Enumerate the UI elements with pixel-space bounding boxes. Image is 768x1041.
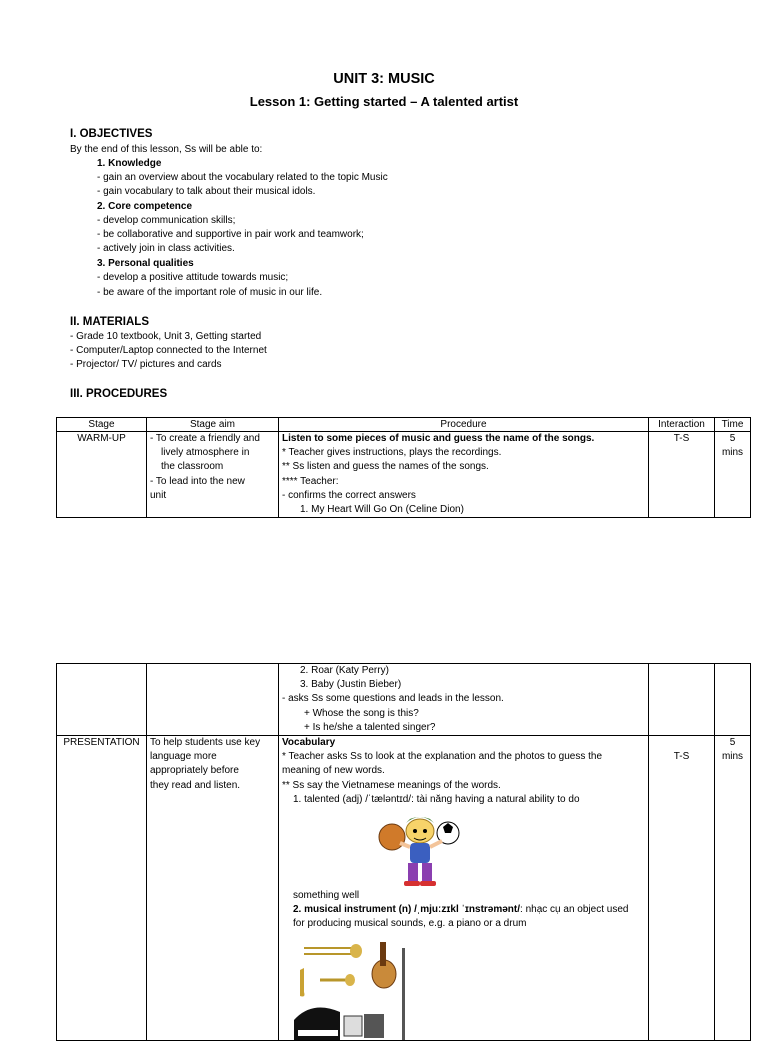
aim-line: - To lead into the new xyxy=(150,475,245,487)
core-item: - develop communication skills; xyxy=(97,215,236,226)
procedure-line: * Teacher asks Ss to look at the explanation and the photos to guess the xyxy=(282,751,603,763)
time-cell xyxy=(715,432,751,518)
song-item: 2. Roar (Katy Perry) xyxy=(300,665,389,676)
question-line: + Is he/she a talented singer? xyxy=(304,721,436,733)
question-line: + Whose the song is this? xyxy=(304,707,419,719)
vocab-word-2-definition: for producing musical sounds, e.g. a piano or a drum xyxy=(293,918,527,930)
aim-line: - To create a friendly and xyxy=(150,433,260,444)
procedure-line: - asks Ss some questions and leads in the lesson. xyxy=(282,693,504,705)
aim-line: appropriately before xyxy=(150,765,239,777)
aim-line: they read and listen. xyxy=(150,779,241,791)
personal-title: 3. Personal qualities xyxy=(97,258,194,269)
time-unit: mins xyxy=(721,751,744,763)
stage-aim-cell xyxy=(147,432,279,518)
stage-cell xyxy=(57,664,147,736)
time-unit: mins xyxy=(721,447,744,459)
vocab-word-2 xyxy=(282,903,645,917)
objectives-intro: By the end of this lesson, Ss will be able to: xyxy=(70,144,263,155)
procedure-line: ** Ss say the Vietnamese meanings of the words. xyxy=(282,779,501,791)
song-item: 3. Baby (Justin Bieber) xyxy=(300,679,402,691)
knowledge-item: - gain an overview about the vocabulary related to the topic Music xyxy=(97,172,388,183)
procedures-table-continued xyxy=(56,663,751,1041)
musical-instruments-image xyxy=(292,940,422,1040)
header-stage-aim: Stage aim xyxy=(147,418,279,432)
vocab-word-1-end: something well xyxy=(293,890,360,902)
procedure-line: ** Ss listen and guess the names of the songs. xyxy=(282,461,489,473)
procedure-cell xyxy=(279,664,649,736)
procedure-cell xyxy=(279,432,649,518)
aim-line: To help students use key xyxy=(150,737,261,749)
stage-cell: PRESENTATION xyxy=(57,736,147,1041)
unit-title: UNIT 3: MUSIC xyxy=(333,71,435,87)
table-row xyxy=(57,664,751,736)
procedure-line: meaning of new words. xyxy=(282,765,385,777)
lesson-title: Lesson 1: Getting started – A talented artist xyxy=(249,94,519,109)
core-item: - actively join in class activities. xyxy=(97,243,235,254)
table-row xyxy=(57,432,751,518)
procedure-title: Listen to some pieces of music and guess the name of the songs. xyxy=(282,433,595,444)
procedures-table xyxy=(56,417,751,518)
song-item: 1. My Heart Will Go On (Celine Dion) xyxy=(300,504,464,516)
aim-line: lively atmosphere in xyxy=(161,447,250,459)
talented-kid-image xyxy=(370,809,465,889)
stage-cell: WARM-UP xyxy=(57,432,147,518)
stage-aim-cell xyxy=(147,736,279,1041)
knowledge-title: 1. Knowledge xyxy=(97,158,162,169)
aim-line: unit xyxy=(150,489,167,501)
time-value: 5 xyxy=(729,433,736,444)
interaction-value: T-S xyxy=(673,751,690,763)
aim-line: the classroom xyxy=(161,461,224,473)
vocabulary-title: Vocabulary xyxy=(282,737,336,749)
header-stage: Stage xyxy=(57,418,147,432)
header-interaction: Interaction xyxy=(649,418,715,432)
interaction-cell: T-S xyxy=(649,432,715,518)
table-header-row xyxy=(57,418,751,432)
procedure-line: - confirms the correct answers xyxy=(282,489,416,501)
interaction-cell xyxy=(649,664,715,736)
personal-item: - be aware of the important role of music in our life. xyxy=(97,287,323,298)
table-row xyxy=(57,736,751,1041)
vocab-word-1: 1. talented (adj) /ˈtæləntɪd/: tài năng having a natural ability to do xyxy=(293,793,580,805)
materials-heading: II. MATERIALS xyxy=(70,316,150,328)
time-cell xyxy=(715,736,751,1041)
stage-aim-cell xyxy=(147,664,279,736)
objectives-heading: I. OBJECTIVES xyxy=(70,128,153,140)
procedure-line: **** Teacher: xyxy=(282,475,339,487)
interaction-cell xyxy=(649,736,715,1041)
procedure-line: * Teacher gives instructions, plays the recordings. xyxy=(282,447,502,459)
time-value: 5 xyxy=(729,737,736,749)
materials-item: - Projector/ TV/ pictures and cards xyxy=(70,359,222,370)
core-title: 2. Core competence xyxy=(97,201,193,212)
procedures-heading: III. PROCEDURES xyxy=(70,388,168,400)
personal-item: - develop a positive attitude towards music; xyxy=(97,272,289,283)
core-item: - be collaborative and supportive in pair work and teamwork; xyxy=(97,229,364,240)
procedure-cell xyxy=(279,736,649,1041)
materials-item: - Computer/Laptop connected to the Internet xyxy=(70,345,267,356)
knowledge-item: - gain vocabulary to talk about their musical idols. xyxy=(97,186,316,197)
vocab-word-2-meaning: : nhạc cụ an object used xyxy=(520,904,629,916)
vocab-word-2-term: 2. musical instrument (n) /ˌmjuːzɪkl ˈɪnstrəmənt/ xyxy=(293,904,521,916)
header-procedure: Procedure xyxy=(279,418,649,432)
header-time: Time xyxy=(715,418,751,432)
aim-line: language more xyxy=(150,751,217,763)
materials-item: - Grade 10 textbook, Unit 3, Getting started xyxy=(70,331,262,342)
time-cell xyxy=(715,664,751,736)
